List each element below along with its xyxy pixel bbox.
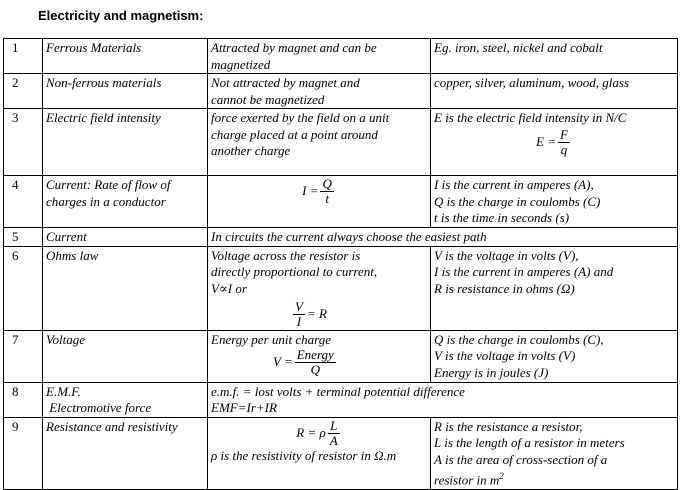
formula-numerator: V (295, 299, 303, 314)
row-number: 3 (4, 109, 43, 176)
description-line: charge placed at a point around (211, 126, 378, 142)
merged-cell (208, 228, 678, 247)
description-line: another charge (211, 143, 291, 158)
notes-line: A is the area of cross-section of a (434, 451, 608, 467)
row-number: 4 (4, 176, 43, 228)
formula-lhs: R = ρ (296, 424, 326, 440)
formula-denominator: q (560, 141, 568, 157)
notes-cell (431, 109, 678, 176)
formula-denominator: I (296, 314, 302, 329)
formula-numerator: Energy (296, 347, 334, 362)
description-cell (208, 74, 431, 109)
electric-field-formula (536, 128, 572, 157)
ohms-law-formula (291, 300, 327, 329)
notes-cell (431, 176, 678, 228)
notes-line: I is the current in amperes (A), (434, 177, 594, 192)
notes-cell (431, 74, 678, 109)
merged-text: e.m.f. = lost volts + terminal potential difference (211, 383, 465, 399)
description-line: magnetized (211, 56, 271, 72)
notes-line: I is the current in amperes (A) and (434, 264, 614, 279)
table-row (4, 417, 678, 489)
row-number: 7 (4, 330, 43, 382)
description-line: ρ is the resistivity of resistor in Ω.m (211, 447, 397, 463)
voltage-formula (273, 348, 338, 377)
formula-rhs: = R (306, 306, 327, 322)
description-line: directly proportional to current, (211, 264, 378, 279)
formula-denominator: t (325, 191, 329, 206)
notes-cell (431, 39, 678, 74)
notes-line: V is the voltage in volts (V) (434, 348, 576, 363)
notes-cell (431, 417, 678, 489)
formula-numerator: Q (322, 176, 332, 191)
term-cell: Ohms law (43, 246, 208, 330)
notes-line (434, 468, 674, 489)
description-cell (208, 246, 431, 330)
term-line: Electromotive force (46, 400, 152, 415)
term-cell: Electric field intensity (43, 109, 208, 176)
description-line: Voltage across the resistor is (211, 247, 361, 263)
row-number: 2 (4, 74, 43, 109)
description-line: cannot be magnetized (211, 91, 325, 107)
formula-numerator: L (328, 419, 340, 434)
table-row (4, 330, 678, 382)
formula-fraction (328, 419, 340, 448)
description-line: Not attracted by magnet and (211, 75, 360, 90)
formula-denominator: Q (310, 362, 320, 377)
row-number: 9 (4, 417, 43, 489)
page-heading: Electricity and magnetism: (38, 8, 204, 23)
term-cell (43, 382, 208, 417)
term-line: charges in a conductor (46, 193, 166, 209)
notes-line: V is the voltage in volts (V), (434, 247, 579, 263)
notes-line: Energy is in joules (J) (434, 364, 549, 380)
formula-lhs: E = (536, 133, 556, 149)
row-number: 8 (4, 382, 43, 417)
term-line: Current: Rate of flow of (46, 177, 171, 192)
term-cell: Ferrous Materials (43, 39, 208, 74)
formula-fraction (295, 348, 336, 377)
description-line: Attracted by magnet and can be (211, 40, 377, 55)
description-line: Energy per unit charge (211, 331, 331, 347)
notes-text: resistor in m (434, 472, 500, 488)
notes-line: E is the electric field intensity in N/C (434, 110, 627, 125)
term-cell: Non-ferrous materials (43, 74, 208, 109)
description-line: V∝I or (211, 280, 247, 296)
term-cell (43, 176, 208, 228)
formula-cell (208, 417, 431, 489)
formula-fraction (558, 128, 570, 157)
formula-numerator: F (560, 126, 568, 142)
notes-line: L is the length of a resistor in meters (434, 435, 625, 450)
formula-fraction (320, 177, 333, 206)
notes-line: Eg. iron, steel, nickel and cobalt (434, 40, 603, 55)
table-row (4, 109, 678, 176)
notes-line: R is the resistance a resistor, (434, 418, 583, 434)
notes-line: R is resistance in ohms (Ω) (434, 280, 575, 296)
table-row (4, 39, 678, 74)
formula-lhs: I = (302, 183, 319, 199)
description-line: force exerted by the field on a unit (211, 110, 390, 125)
merged-text: EMF=Ir+IR (211, 400, 277, 415)
description-cell (208, 330, 431, 382)
formula-lhs: V = (273, 354, 293, 370)
resistivity-formula (296, 419, 341, 448)
table-row (4, 246, 678, 330)
table-row (4, 228, 678, 247)
description-cell (208, 109, 431, 176)
merged-cell (208, 382, 678, 417)
term-line: E.M.F. (46, 383, 81, 399)
row-number: 1 (4, 39, 43, 74)
term-cell: Current (43, 228, 208, 247)
notes-line: Q is the charge in coulombs (C), (434, 331, 604, 347)
term-cell: Voltage (43, 330, 208, 382)
table-row (4, 74, 678, 109)
notes-cell (431, 246, 678, 330)
table-row (4, 176, 678, 228)
notes-cell (431, 330, 678, 382)
notes-line: t is the time in seconds (s) (434, 210, 570, 225)
current-formula (302, 177, 336, 206)
formula-cell (208, 176, 431, 228)
term-cell: Resistance and resistivity (43, 417, 208, 489)
unit-exponent: 2 (499, 471, 504, 481)
notes-line: Q is the charge in coulombs (C) (434, 193, 601, 209)
formula-denominator: A (329, 432, 338, 448)
table-row (4, 382, 678, 417)
description-cell (208, 39, 431, 74)
formula-fraction (293, 300, 305, 329)
notes-line: copper, silver, aluminum, wood, glass (434, 75, 629, 90)
electricity-table (3, 38, 678, 490)
merged-text: In circuits the current always choose the easiest path (211, 229, 487, 244)
row-number: 6 (4, 246, 43, 330)
row-number: 5 (4, 228, 43, 247)
